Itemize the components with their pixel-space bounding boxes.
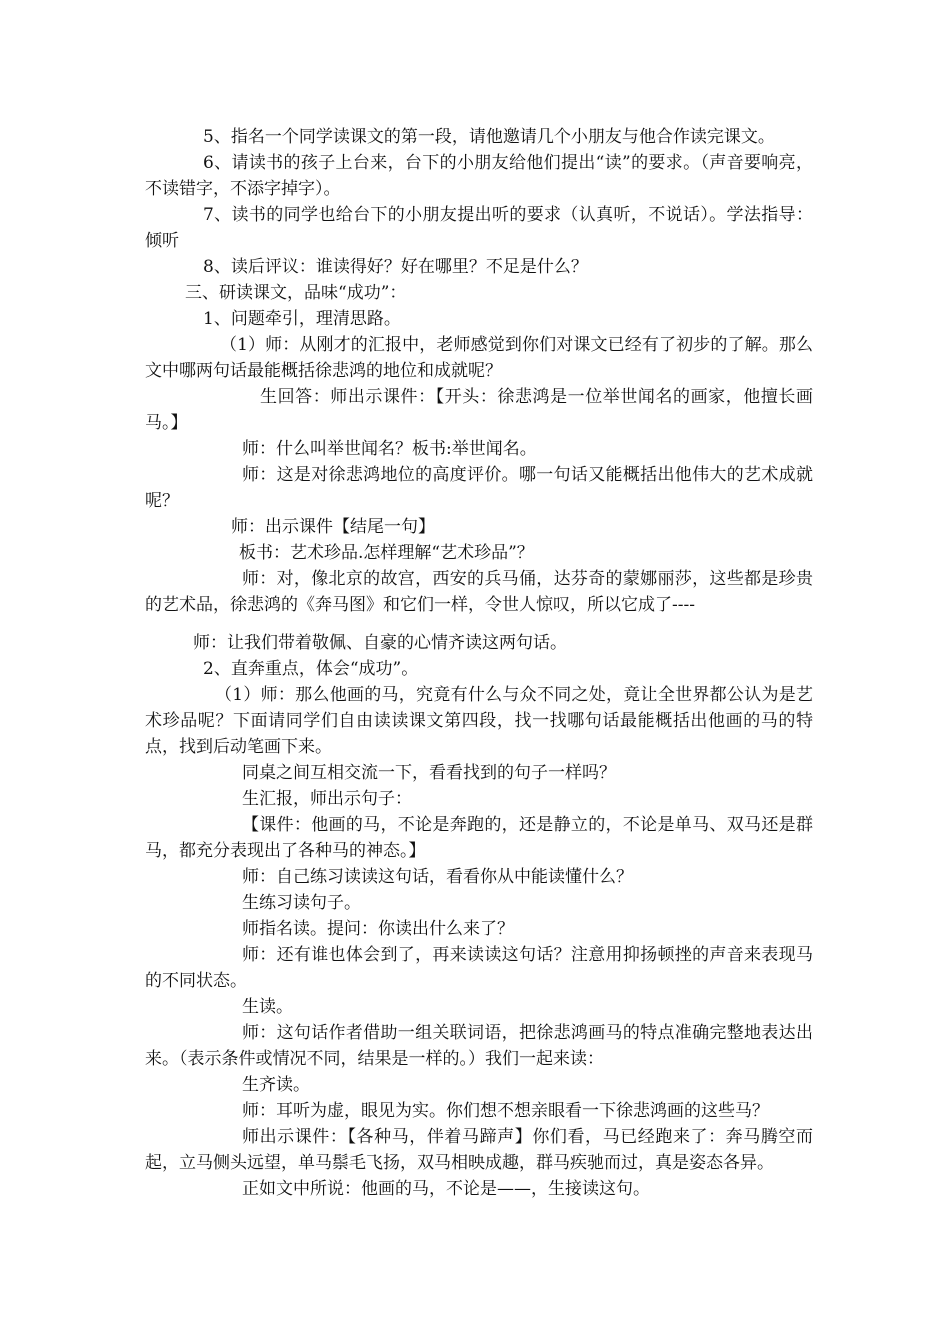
paragraph-student-read-together: 生齐读。 (242, 1075, 310, 1095)
paragraph-step-5: 5、指名一个同学读课文的第一段，请他邀请几个小朋友与他合作读完课文。 (203, 127, 775, 147)
paragraph-teacher-9: 师：这句话作者借助一组关联词语，把徐悲鸿画马的特点准确完整地表达出来。（表示条件或情况不同，结果是一样的。）我们一起来读： (145, 1023, 813, 1069)
paragraph-teacher-1: 师：什么叫举世闻名？板书:举世闻名。 (242, 439, 537, 459)
paragraph-student-read: 生读。 (242, 997, 293, 1017)
paragraph-step-8: 8、读后评议：谁读得好？好在哪里？不足是什么？ (203, 257, 588, 277)
paragraph-teacher-10: 师：耳听为虚，眼见为实。你们想不想亲眼看一下徐悲鸿画的这些马？ (242, 1101, 769, 1121)
document-body (145, 124, 813, 1202)
paragraph-teacher-5: 师：让我们带着敬佩、自豪的心情齐读这两句话。 (193, 633, 567, 653)
paragraph-question-2: （1）师：那么他画的马，究竟有什么与众不同之处，竟让全世界都公认为是艺术珍品呢？下面请同学们自由读读课文第四段，找一找哪句话最能概括出他画的马的特点，找到后动笔画下来。 (145, 685, 813, 757)
section-heading-3: 三、研读课文，品味“成功”： (185, 283, 407, 303)
paragraph-courseware-sentence: 【课件：他画的马，不论是奔跑的，还是静立的，不论是单马、双马还是群马，都充分表现出了各种马的神态。】 (145, 815, 813, 861)
paragraph-teacher-11: 师出示课件：【各种马，伴着马蹄声】你们看，马已经跑来了：奔马腾空而起，立马侧头远望，单马鬃毛飞扬，双马相映成趣，群马疾驰而过，真是姿态各异。 (145, 1127, 813, 1173)
subsection-heading-2: 2、直奔重点，体会“成功”。 (203, 659, 419, 679)
paragraph-student-report: 生汇报，师出示句子： (242, 789, 412, 809)
paragraph-student-practice: 生练习读句子。 (242, 893, 361, 913)
paragraph-teacher-6: 师：自己练习读读这句话，看看你从中能读懂什么？ (242, 867, 633, 887)
paragraph-step-7: 7、读书的同学也给台下的小朋友提出听的要求（认真听，不说话）。学法指导：倾听 (145, 205, 813, 251)
paragraph-step-6: 6、请读书的孩子上台来，台下的小朋友给他们提出“读”的要求。（声音要响亮，不读错字，不添字掉字）。 (145, 153, 813, 199)
paragraph-board-note: 板书：艺术珍品.怎样理解“艺术珍品”？ (239, 543, 534, 563)
paragraph-conclusion: 正如文中所说：他画的马，不论是——，生接读这句。 (242, 1179, 650, 1199)
subsection-heading-1: 1、问题牵引，理清思路。 (203, 309, 401, 329)
paragraph-discussion: 同桌之间互相交流一下，看看找到的句子一样吗？ (242, 763, 616, 783)
paragraph-teacher-2: 师：这是对徐悲鸿地位的高度评价。哪一句话又能概括出他伟大的艺术成就呢？ (145, 465, 813, 511)
paragraph-teacher-8: 师：还有谁也体会到了，再来读读这句话？注意用抑扬顿挫的声音来表现马的不同状态。 (145, 945, 813, 991)
paragraph-question-1: （1）师：从刚才的汇报中，老师感觉到你们对课文已经有了初步的了解。那么文中哪两句话最能概括徐悲鸿的地位和成就呢？ (145, 335, 813, 381)
paragraph-student-answer: 生回答：师出示课件：【开头：徐悲鸿是一位举世闻名的画家，他擅长画马。】 (145, 387, 813, 433)
paragraph-teacher-3: 师：出示课件【结尾一句】 (231, 517, 435, 537)
paragraph-teacher-7: 师指名读。提问：你读出什么来了？ (242, 919, 514, 939)
paragraph-teacher-4: 师：对，像北京的故宫，西安的兵马俑，达芬奇的蒙娜丽莎，这些都是珍贵的艺术品，徐悲鸿的《奔马图》和它们一样，令世人惊叹，所以它成了---- (145, 569, 813, 615)
